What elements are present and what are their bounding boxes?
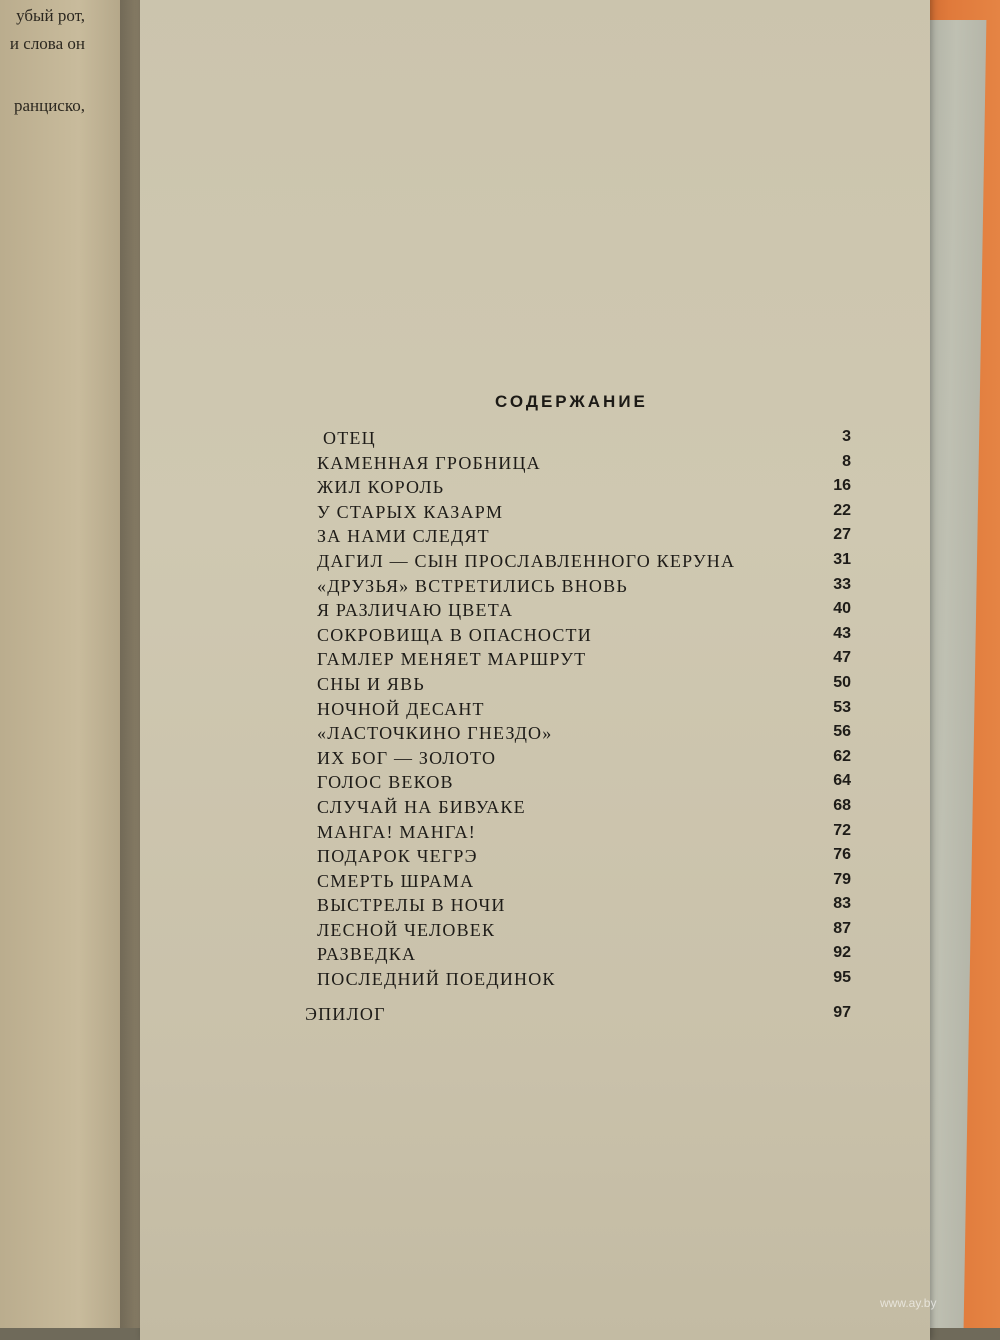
toc-entry-page: 31 [833, 550, 851, 568]
toc-entry [305, 772, 895, 797]
left-page-line: и слова он [9, 34, 85, 54]
left-page-text [0, 0, 85, 120]
toc-entry-title: СНЫ И ЯВЬ [317, 673, 425, 694]
toc-entry [305, 649, 895, 674]
toc-entry-title: ЭПИЛОГ [305, 1003, 386, 1024]
toc-entry-title: СМЕРТЬ ШРАМА [317, 870, 475, 891]
left-page-line: убый рот, [16, 6, 85, 25]
toc-entry-title: ГАМЛЕР МЕНЯЕТ МАРШРУТ [317, 649, 587, 670]
toc-entry-title: ОТЕЦ [323, 428, 376, 448]
toc-entry-page: 40 [833, 600, 851, 618]
toc-entry [305, 871, 895, 896]
toc-entry [305, 797, 895, 822]
contents-page [140, 0, 930, 1340]
toc-entry-title: КАМЕННАЯ ГРОБНИЦА [317, 452, 541, 473]
toc-entry [305, 944, 895, 969]
toc-entry-page: 22 [833, 501, 851, 519]
toc-entry-page: 27 [833, 526, 851, 544]
toc-entry-title: ЗА НАМИ СЛЕДЯТ [317, 526, 490, 547]
toc-entry [305, 846, 895, 871]
toc-entry-page: 97 [833, 1003, 851, 1021]
toc-entry-title: РАЗВЕДКА [317, 944, 417, 965]
toc-entry-title: ДАГИЛ — СЫН ПРОСЛАВЛЕННОГО КЕРУНА [317, 550, 736, 571]
toc-entry-page: 95 [833, 969, 851, 987]
toc-entry [305, 895, 895, 920]
toc-entry-page: 43 [833, 624, 851, 642]
toc-entry [305, 723, 895, 748]
toc-entry-title: ПОСЛЕДНИЙ ПОЕДИНОК [317, 969, 556, 990]
toc-entry-page: 76 [833, 846, 851, 864]
toc-entry [305, 576, 895, 601]
toc-entry [305, 551, 895, 576]
toc-entry-page: 72 [833, 821, 851, 839]
toc-entry [305, 625, 895, 650]
toc-entry-title: ЖИЛ КОРОЛЬ [317, 477, 445, 498]
toc-entry-page: 3 [842, 428, 851, 445]
toc-entry [305, 428, 895, 453]
toc-entry [305, 453, 895, 478]
toc-entry-page: 83 [833, 895, 851, 913]
page-title: СОДЕРЖАНИЕ [495, 392, 648, 411]
table-of-contents [305, 428, 895, 1028]
toc-entry-page: 79 [833, 870, 851, 888]
toc-entry-page: 62 [833, 747, 851, 765]
toc-entry [305, 526, 895, 551]
toc-entry [305, 699, 895, 724]
toc-entry-title: МАНГА! МАНГА! [317, 821, 476, 842]
toc-entry-page: 16 [833, 477, 851, 495]
toc-entry-page: 33 [833, 575, 851, 593]
toc-entry-page: 53 [833, 698, 851, 716]
toc-entry-title: СОКРОВИЩА В ОПАСНОСТИ [317, 624, 592, 645]
toc-entry-title: «ДРУЗЬЯ» ВСТРЕТИЛИСЬ ВНОВЬ [317, 575, 628, 596]
toc-entry-title: ПОДАРОК ЧЕГРЭ [317, 846, 478, 867]
left-page-line: ранциско, [13, 96, 85, 116]
toc-entry-title: Я РАЗЛИЧАЮ ЦВЕТА [317, 600, 514, 621]
toc-entry [305, 502, 895, 527]
toc-entry-page: 68 [833, 796, 851, 814]
watermark: www.ay.by [880, 1296, 937, 1310]
toc-entry-page: 8 [842, 452, 851, 470]
toc-entry-title: ЛЕСНОЙ ЧЕЛОВЕК [317, 919, 496, 940]
toc-entry [305, 822, 895, 847]
toc-entry [305, 920, 895, 945]
toc-entry [305, 674, 895, 699]
toc-entry-epilogue [305, 1004, 895, 1029]
toc-entry-title: У СТАРЫХ КАЗАРМ [317, 501, 504, 522]
toc-entry-page: 50 [833, 673, 851, 691]
toc-entry-title: ГОЛОС ВЕКОВ [317, 772, 454, 793]
toc-entry [305, 600, 895, 625]
toc-entry-page: 47 [833, 649, 851, 667]
toc-entry-title: «ЛАСТОЧКИНО ГНЕЗДО» [317, 723, 553, 744]
toc-entry [305, 477, 895, 502]
toc-entry [305, 969, 895, 994]
toc-entry-page: 56 [833, 723, 851, 741]
toc-entry-page: 92 [833, 944, 851, 962]
toc-entry-title: СЛУЧАЙ НА БИВУАКЕ [317, 796, 526, 817]
toc-entry-title: НОЧНОЙ ДЕСАНТ [317, 698, 485, 719]
toc-entry-page: 64 [833, 772, 851, 790]
toc-entry-title: ИХ БОГ — ЗОЛОТО [317, 747, 497, 768]
toc-entry-page: 87 [833, 919, 851, 937]
toc-entry [305, 748, 895, 773]
toc-entry-title: ВЫСТРЕЛЫ В НОЧИ [317, 895, 506, 916]
